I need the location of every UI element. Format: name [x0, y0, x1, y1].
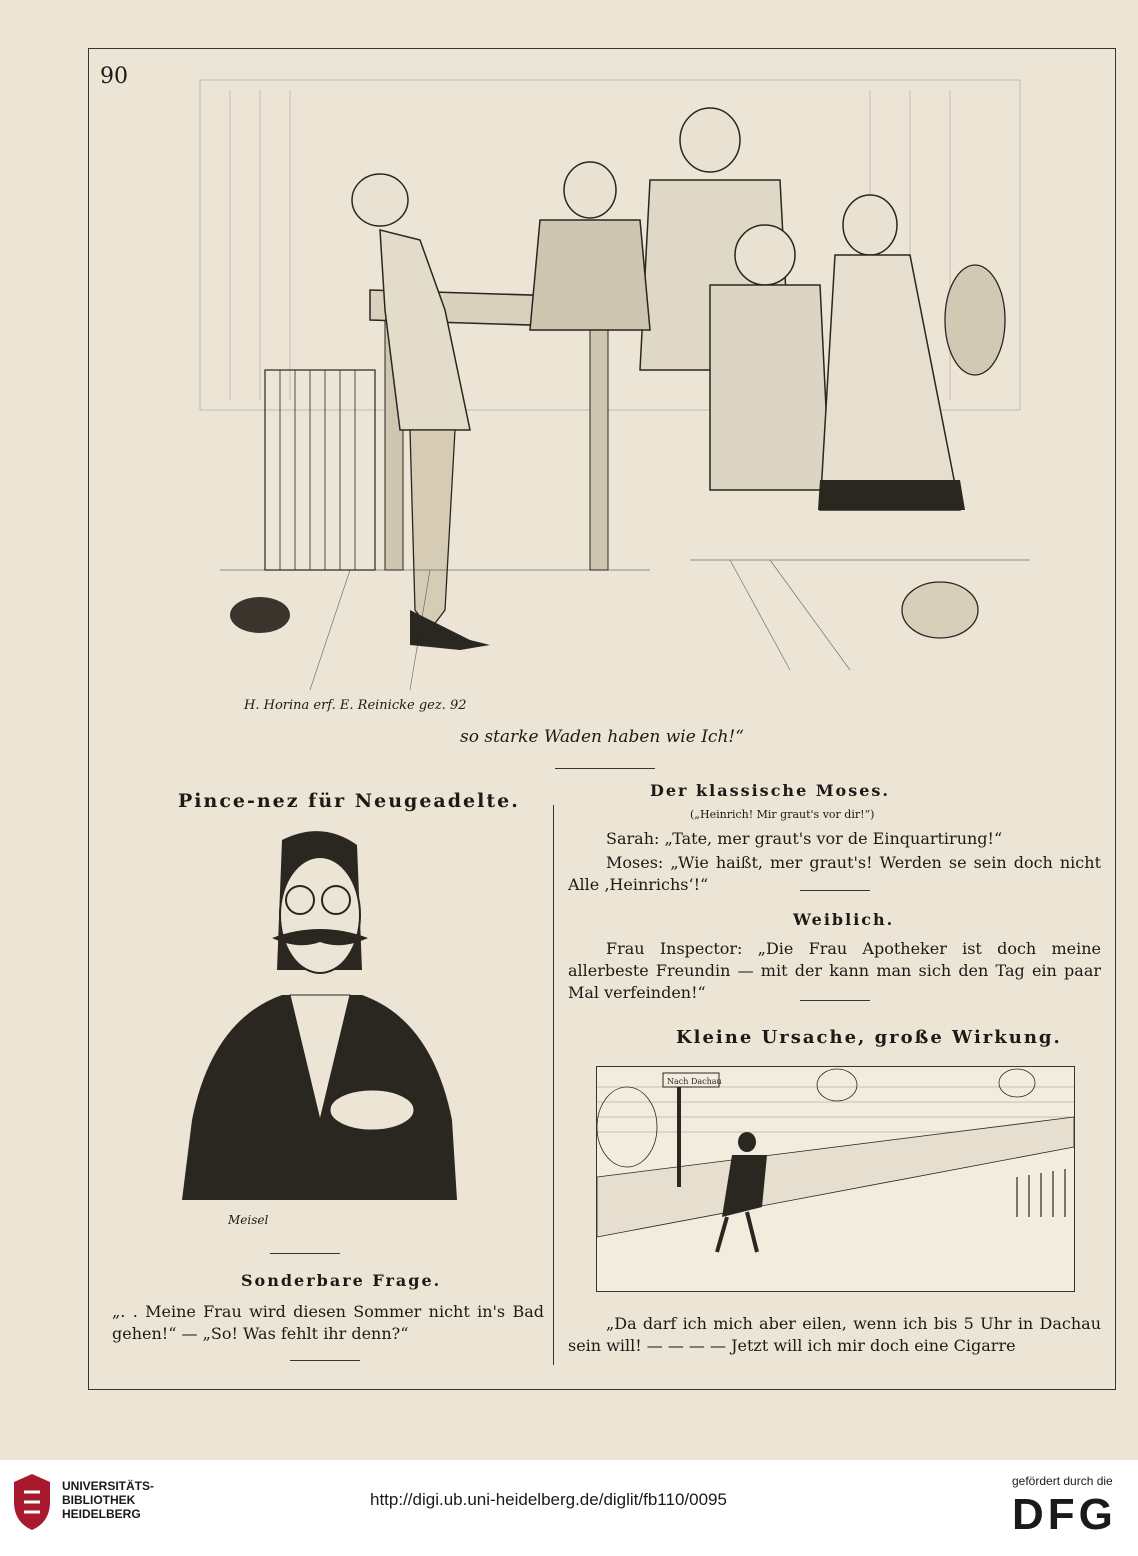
library-name-line-2: BIBLIOTHEK [62, 1493, 136, 1507]
pince-nez-title: Pince-nez für Neugeadelte. [178, 790, 520, 812]
kleine-caption: „Da darf ich mich aber eilen, wenn ich bis 5 Uhr in Dachau sein will! — — — — Jetzt will ich mir doch eine Cigarre [568, 1314, 1101, 1355]
weiblich-title: Weiblich. [793, 910, 895, 929]
question-title: Sonderbare Frage. [241, 1271, 442, 1290]
main-illustration [170, 70, 1050, 710]
caption-rule [555, 768, 655, 769]
source-url[interactable]: http://digi.ub.uni-heidelberg.de/diglit/fb110/0095 [370, 1490, 727, 1509]
viewer-footer [0, 1460, 1138, 1556]
funded-by-label: gefördert durch die [1012, 1474, 1113, 1488]
illustration-signature: H. Horina erf. E. Reinicke gez. 92 [244, 698, 467, 713]
library-name-line-3: HEIDELBERG [62, 1507, 141, 1521]
moses-subtitle: („Heinrich! Mir graut's vor dir!“) [690, 808, 875, 821]
dfg-logo: DFG [1012, 1490, 1117, 1539]
column-divider [553, 805, 554, 1365]
question-end-rule [290, 1360, 360, 1361]
kleine-illustration [596, 1066, 1075, 1292]
weiblich-rule [800, 1000, 870, 1001]
pince-nez-illustration [172, 820, 462, 1228]
kleine-title: Kleine Ursache, große Wirkung. [676, 1027, 1062, 1048]
dachau-road-drawing [597, 1067, 1074, 1291]
question-rule [270, 1253, 340, 1254]
main-caption: so starke Waden haben wie Ich!“ [460, 727, 744, 747]
moses-line-1: Sarah: „Tate, mer graut's vor de Einquartirung!“ [606, 829, 1003, 848]
moses-rule [800, 890, 870, 891]
pince-nez-signature: Meisel [228, 1213, 269, 1227]
moses-line-2: Moses: „Wie haißt, mer graut's! Werden se sein doch nicht Alle ‚Heinrichs‘!“ [568, 853, 1101, 894]
library-name [62, 1479, 154, 1521]
question-text: „. . Meine Frau wird diesen Sommer nicht in's Bad gehen!“ — „So! Was fehlt ihr denn?“ [112, 1302, 544, 1343]
moses-title: Der klassische Moses. [650, 781, 890, 800]
tavern-scene-drawing [170, 70, 1050, 710]
dachau-sign: Nach Dachau [667, 1077, 722, 1086]
library-name-line-1: UNIVERSITÄTS- [62, 1479, 155, 1493]
weiblich-text: Frau Inspector: „Die Frau Apotheker ist doch meine allerbeste Freundin — mit der kann man sich den Tag ein paar Mal verfeinden!“ [568, 939, 1101, 1002]
page-number: 90 [100, 64, 128, 89]
nobleman-drawing [172, 820, 462, 1228]
library-logo-icon [10, 1472, 54, 1532]
